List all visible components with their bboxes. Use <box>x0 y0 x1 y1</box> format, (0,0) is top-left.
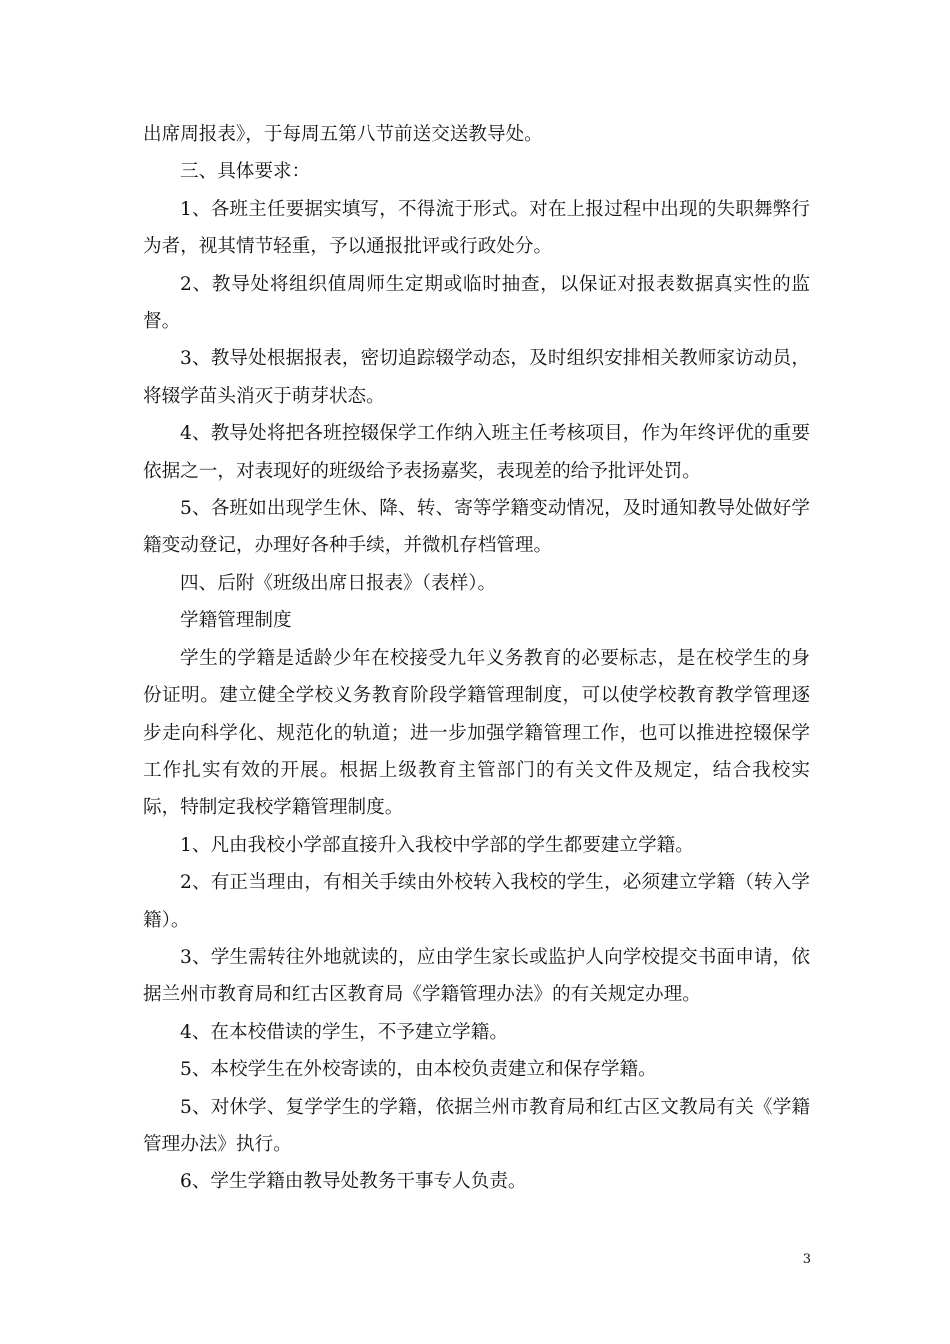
section-title: 学籍管理制度 <box>180 610 292 632</box>
paragraph-continuation: 出席周报表》，于每周五第八节前送交送教导处。 <box>143 124 543 145</box>
paragraph: 2、有正当理由，有相关手续由外校转入我校的学生，必须建立学籍（转入学籍）。 <box>143 872 810 931</box>
paragraph: 4、教导处将把各班控辍保学工作纳入班主任考核项目，作为年终评优的重要依据之一，对表现好的班级给予表扬嘉奖，表现差的给予批评处罚。 <box>143 423 810 482</box>
section-heading-attachment: 四、后附《班级出席日报表》（表样）。 <box>180 572 497 594</box>
paragraph: 1、各班主任要据实填写，不得流于形式。对在上报过程中出现的失职舞弊行为者，视其情节轻重，予以通报批评或行政处分。 <box>143 198 810 258</box>
paragraph: 3、学生需转往外地就读的，应由学生家长或监护人向学校提交书面申请，依据兰州市教育局和红古区教育局《学籍管理办法》的有关规定办理。 <box>143 946 810 1006</box>
document-body <box>143 116 810 1201</box>
paragraph: 3、教导处根据报表，密切追踪辍学动态，及时组织安排相关教师家访动员，将辍学苗头消灭于萌芽状态。 <box>143 348 810 407</box>
paragraph: 2、教导处将组织值周师生定期或临时抽查，以保证对报表数据真实性的监督。 <box>143 273 810 333</box>
paragraph: 5、本校学生在外校寄读的，由本校负责建立和保存学籍。 <box>180 1059 657 1081</box>
page-number: 3 <box>802 1252 811 1267</box>
paragraph: 6、学生学籍由教导处教务干事专人负责。 <box>180 1171 527 1193</box>
paragraph: 4、在本校借读的学生，不予建立学籍。 <box>180 1021 508 1043</box>
paragraph: 学生的学籍是适龄少年在校接受九年义务教育的必要标志，是在校学生的身份证明。建立健全学校义务教育阶段学籍管理制度，可以使学校教育教学管理逐步走向科学化、规范化的轨道；进一步加强学籍管理工作，也可以推进控辍保学工作扎实有效的开展。根据上级教育主管部门的有关文件及规定，结合我校实际，特制定我校学籍管理制度。 <box>143 647 810 819</box>
paragraph: 5、对休学、复学学生的学籍，依据兰州市教育局和红古区文教局有关《学籍管理办法》执行。 <box>143 1096 810 1155</box>
paragraph: 5、各班如出现学生休、降、转、寄等学籍变动情况，及时通知教导处做好学籍变动登记，办理好各种手续，并微机存档管理。 <box>143 498 810 557</box>
paragraph: 1、凡由我校小学部直接升入我校中学部的学生都要建立学籍。 <box>180 834 694 856</box>
section-heading-requirements: 三、具体要求： <box>180 161 311 183</box>
